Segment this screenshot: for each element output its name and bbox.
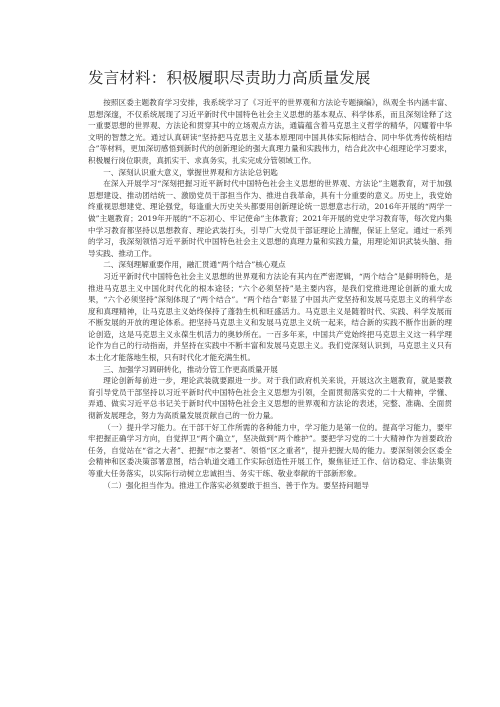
document-body xyxy=(88,97,452,491)
section-heading-3: 三、加强学习调研转化，推动分管工作更高质量开展 xyxy=(103,364,278,374)
paragraph-intro: 按照区委主题教育学习安排，我系统学习了《习近平的世界观和方法论专题摘编》，纵观全书内涵丰富、思想深邃，不仅系统展现了习近平新时代中国特色社会主义思想的基本观点、科学体系，而且深刻诠释了这一重要思想的世界观、方法论和贯穿其中的立场观点方法，通篇蕴含着马克思主义哲学的精华，闪耀着中华文明的智慧之光。通过认真研读“坚持把马克思主义基本原理同中国具体实际相结合、同中华优秀传统相结合”等材料，更加深切感悟到新时代的创新理论的强大真理力量和实践伟力，结合此次中心组理论学习要求，积极履行岗位职责，真抓实干、求真务实，扎实完成分管领域工作。 xyxy=(88,98,452,165)
section-heading-2: 二、深刻理解重要作用，融汇贯通“两个结合”核心观点 xyxy=(103,260,286,270)
paragraph-section-2: 习近平新时代中国特色社会主义思想的世界观和方法论有其内在严密逻辑，“两个结合”是鲜明特色，是推进马克思主义中国化时代化的根本途径；“六个必须坚持”是主要内容，是我们党推进理论创新的重大成果，“六个必须坚持”深刻体现了“两个结合”。“两个结合”彰显了中国共产党坚持和发展马克思主义的科学态度和真理精神，让马克思主义始终保持了蓬勃生机和旺盛活力。马克思主义是随着时代、实践、科学发展而不断发展的开放的理论体系。把坚持马克思主义和发展马克思主义统一起来，结合新的实践不断作出新的理论创造，这是马克思主义永葆生机活力的奥妙所在。一百多年来，中国共产党始终把马克思主义这一科学理论作为自己的行动指南，并坚持在实践中不断丰富和发展马克思主义。我们党深刻认识到，马克思主义只有本土化才能落地生根，只有时代化才能充满生机。 xyxy=(88,271,452,363)
paragraph-section-3: 理论创新每前进一步，理论武装就要跟进一步。对于我们政府机关来说，开展这次主题教育，就是要教育引导党员干部坚持以习近平新时代中国特色社会主义思想为引领，全面贯彻落实党的二十大精神，学懂、弄通、做实习近平总书记关于新时代中国特色社会主义思想的世界观和方法论的表述，完整、准确、全面贯彻新发展理念，努力为高质量发展贡献自己的一份力量。 xyxy=(88,376,452,421)
paragraph-subsection-2: （二）强化担当作为。推进工作落实必须要敢于担当、善于作为。要坚持问题导 xyxy=(103,480,369,490)
document-title: 发言材料：积极履职尽责助力高质量发展 xyxy=(88,69,371,87)
paragraph-subsection-1: （一）提升学习能力。在干部干好工作所需的各种能力中，学习能力是第一位的。提高学习能力，要牢牢把握正确学习方向，自觉捍卫“两个确立”，坚决做到“两个维护”。要把学习党的二十大精神作为首要政治任务，自觉站在“省之大者”、把握“市之要者”、领悟“区之重者”，提升把握大局的能力。要深刻领会区委全会精神和区委决策部署意图，结合轨道交通工作实际创造性开展工作，聚焦征迁工作、信访稳定、非法集资等重大任务落实，以实际行动树立忠诚担当、务实干练、敬业奉献的干部新形象。 xyxy=(88,422,452,478)
section-heading-1: 一、深刻认识重大意义，掌握世界观和方法论总钥匙 xyxy=(103,167,278,177)
paragraph-section-1: 在深入开展学习“深刻把握习近平新时代中国特色社会主义思想的世界观、方法论”主题教育，对于加强思想建设、推动团结统一、激励党员干部担当作为、推进自我革命，具有十分重要的意义。历史上，我党始终重视思想建党、理论强党，每逢重大历史关头都要用创新理论统一思想意志行动，2016年开展的“两学一做”主题教育；2019年开展的“不忘初心、牢记使命”主体教育；2021年开展的党史学习教育等，每次党内集中学习教育都坚持以思想教育、理论武装打头，引导广大党员干部证理论上清醒，保证上坚定。通过一系列的学习，我深刻领悟习近平新时代中国特色社会主义思想的真理力量和实践力量，用理论知识武装头脑、指导实践、推动工作。 xyxy=(88,179,452,258)
